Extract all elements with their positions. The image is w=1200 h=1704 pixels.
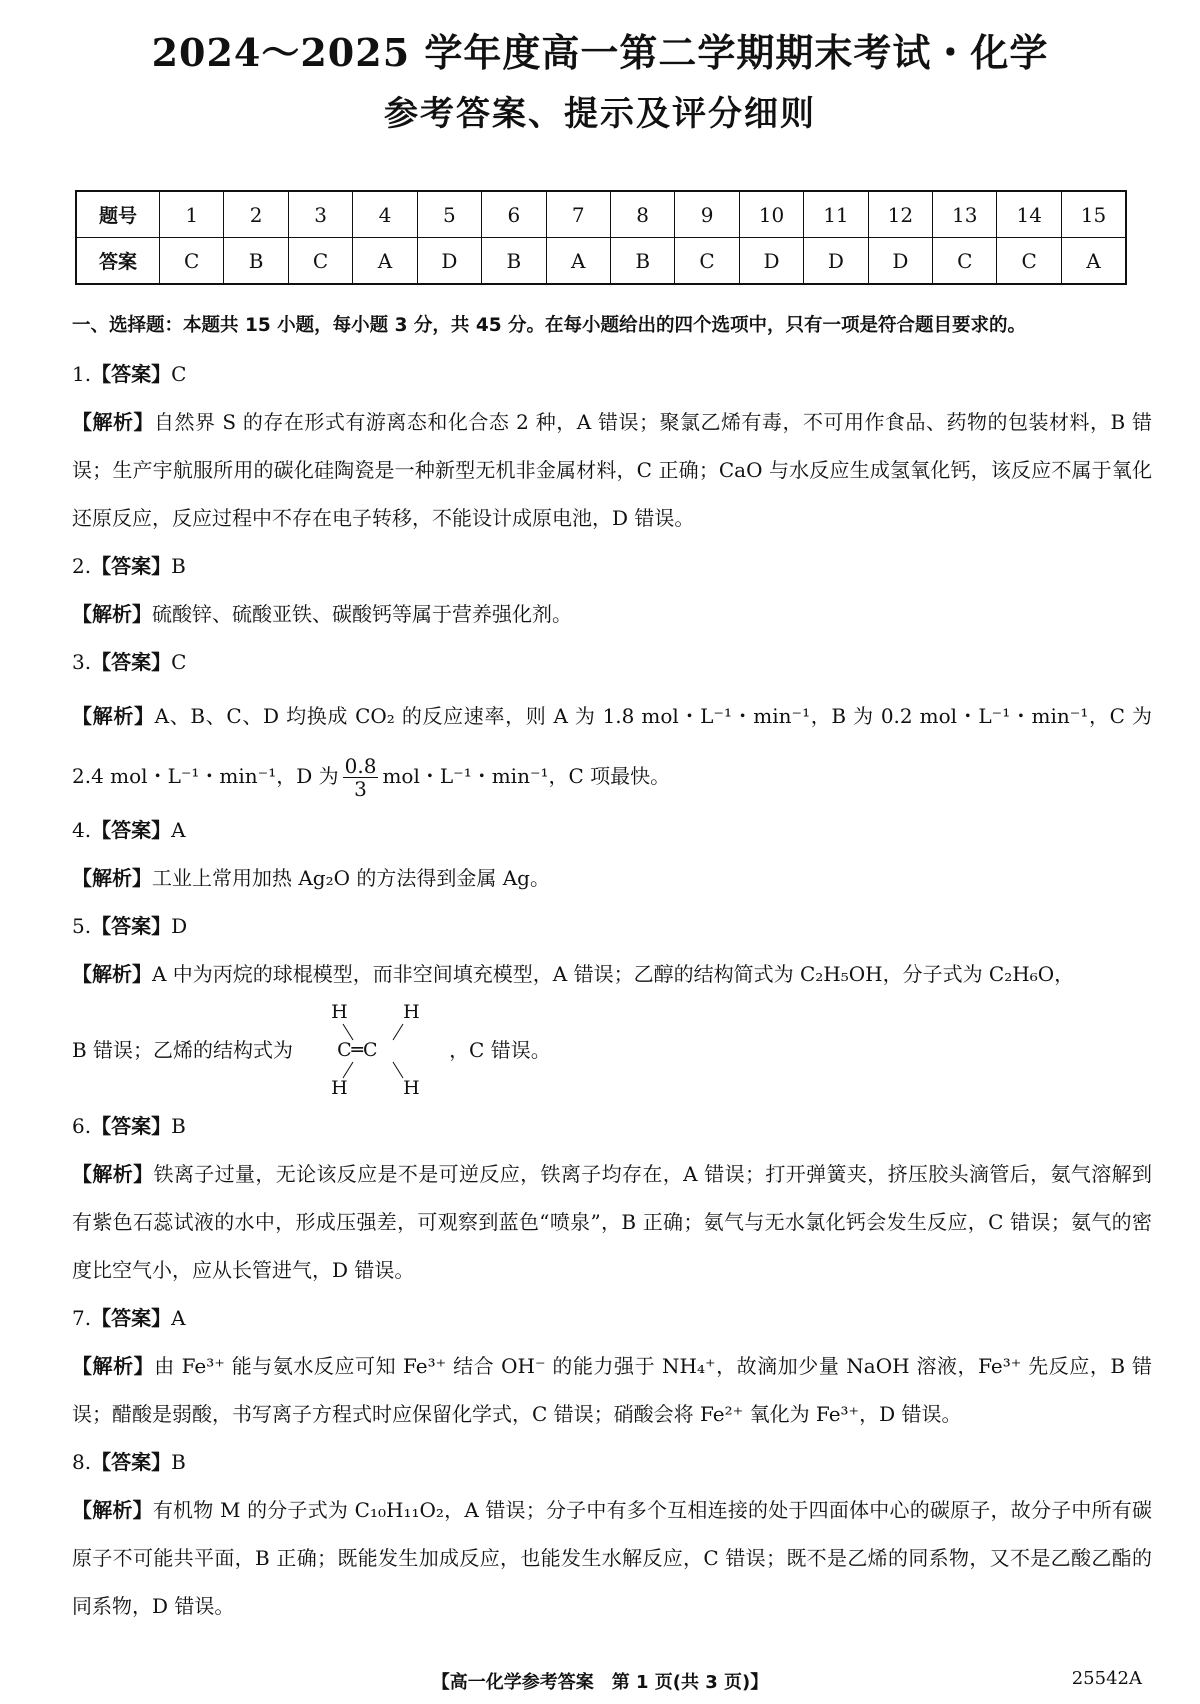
explanation-tag: 【解析】 (72, 410, 154, 434)
question-number-cell: 14 (997, 191, 1061, 238)
answer-tag: 【答案】 (91, 554, 172, 578)
answer-value: B (171, 554, 186, 578)
fraction-denominator: 3 (354, 777, 367, 801)
answer-cell: A (353, 238, 417, 285)
item-explanation (72, 398, 1152, 542)
explanation-tag: 【解析】 (72, 602, 152, 626)
answer-value: A (171, 818, 186, 842)
atom-h: H (331, 1001, 348, 1023)
explanation-text: 硫酸锌、硫酸亚铁、碳酸钙等属于营养强化剂。 (152, 602, 572, 626)
answer-value: C (171, 650, 187, 674)
explanation-text: 工业上常用加热 Ag₂O 的方法得到金属 Ag。 (152, 866, 550, 890)
item-answer (72, 806, 1152, 854)
answer-tag: 【答案】 (91, 914, 172, 938)
answer-tag: 【答案】 (91, 1450, 172, 1474)
atom-h: H (403, 1077, 420, 1099)
answer-cell: C (160, 238, 224, 285)
answer-tag: 【答案】 (91, 362, 172, 386)
answer-value: B (171, 1114, 186, 1138)
item-answer (72, 1102, 1152, 1150)
item-number: 6. (72, 1114, 92, 1138)
item-number: 5. (72, 914, 92, 938)
explanations (72, 302, 1152, 1630)
answer-cell: B (224, 238, 288, 285)
explanation-tag: 【解析】 (72, 1162, 154, 1186)
answer-value: D (171, 914, 188, 938)
fraction (343, 755, 379, 800)
atom-h: H (403, 1001, 420, 1023)
answer-value: C (171, 362, 187, 386)
question-number-cell: 6 (482, 191, 546, 238)
answer-cell: C (933, 238, 997, 285)
question-number-cell: 11 (804, 191, 868, 238)
item-answer (72, 350, 1152, 398)
page-title: 2024～2025 学年度高一第二学期期末考试・化学 (151, 30, 1049, 75)
footer-code: 25542A (1071, 1668, 1142, 1689)
answer-tag: 【答案】 (91, 1114, 172, 1138)
item-explanation (72, 1342, 1152, 1438)
question-number-cell: 15 (1061, 191, 1126, 238)
answer-tag: 【答案】 (91, 650, 172, 674)
answer-value: A (171, 1306, 186, 1330)
answer-cell: A (1061, 238, 1126, 285)
explanation-text: B 错误；乙烯的结构式为 (72, 1038, 294, 1062)
question-number-label: 题号 (76, 191, 160, 238)
item-explanation (72, 1150, 1152, 1294)
explanation-tag: 【解析】 (72, 866, 152, 890)
item-answer (72, 638, 1152, 686)
item-explanation (72, 686, 1152, 806)
item-answer (72, 902, 1152, 950)
explanation-text: 铁离子过量，无论该反应是不是可逆反应，铁离子均存在，A 错误；打开弹簧夹，挤压胶头滴管后，氨气溶解到有紫色石蕊试液的水中，形成压强差，可观察到蓝色“喷泉”，B 正确；氨气与无水氯化钙会发生反应，C 错误；氨气的密度比空气小，应从长管进气，D 错误。 (72, 1162, 1152, 1282)
answer-cell: D (739, 238, 803, 285)
explanation-text: A、B、C、D 均换成 CO₂ 的反应速率，则 A 为 1.8 mol・L⁻¹・min⁻¹，B 为 0.2 mol・L⁻¹・min⁻¹，C 为 2.4 mol・L⁻¹・min⁻¹，D 为 (72, 704, 1152, 788)
answer-row (76, 238, 1126, 285)
item-explanation (72, 1486, 1152, 1630)
explanation-text: ，C 错误。 (449, 1038, 551, 1062)
explanation-text: 有机物 M 的分子式为 C₁₀H₁₁O₂，A 错误；分子中有多个互相连接的处于四面体中心的碳原子，故分子中所有碳原子不可能共平面，B 正确；既能发生加成反应，也能发生水解反应，C 错误；既不是乙烯的同系物，又不是乙酸乙酯的同系物，D 错误。 (72, 1498, 1152, 1618)
question-number-cell: 1 (160, 191, 224, 238)
explanation-tag: 【解析】 (72, 1354, 155, 1378)
answer-table (75, 190, 1127, 285)
answer-cell: D (868, 238, 932, 285)
item-answer (72, 1438, 1152, 1486)
item-number: 3. (72, 650, 92, 674)
answer-value: B (171, 1450, 186, 1474)
item-answer (72, 542, 1152, 590)
double-bond: C═C (337, 1039, 378, 1061)
answer-cell: D (804, 238, 868, 285)
item-number: 8. (72, 1450, 92, 1474)
answer-tag: 【答案】 (91, 1306, 172, 1330)
section-header: 一、选择题：本题共 15 小题，每小题 3 分，共 45 分。在每小题给出的四个选项中，只有一项是符合题目要求的。 (72, 315, 1027, 336)
question-number-cell: 5 (417, 191, 481, 238)
question-number-cell: 13 (933, 191, 997, 238)
question-number-cell: 10 (739, 191, 803, 238)
item-number: 1. (72, 362, 92, 386)
answer-cell: B (482, 238, 546, 285)
answer-label: 答案 (76, 238, 160, 285)
question-number-cell: 12 (868, 191, 932, 238)
explanation-text: A 中为丙烷的球棍模型，而非空间填充模型，A 错误；乙醇的结构简式为 C₂H₅OH，分子式为 C₂H₆O， (152, 962, 1075, 986)
answer-cell: B (610, 238, 674, 285)
answer-cell: C (675, 238, 739, 285)
explanation-text: 由 Fe³⁺ 能与氨水反应可知 Fe³⁺ 结合 OH⁻ 的能力强于 NH₄⁺，故滴加少量 NaOH 溶液，Fe³⁺ 先反应，B 错误；醋酸是弱酸，书写离子方程式时应保留化学式，C 错误；硝酸会将 Fe²⁺ 氧化为 Fe³⁺，D 错误。 (72, 1354, 1152, 1426)
footer-page-info: 【高一化学参考答案 第 1 页(共 3 页)】 (431, 1672, 769, 1693)
item-number: 4. (72, 818, 92, 842)
bond-lines (303, 998, 443, 1102)
page-subtitle: 参考答案、提示及评分细则 (384, 94, 816, 134)
explanation-text: 自然界 S 的存在形式有游离态和化合态 2 种，A 错误；聚氯乙烯有毒，不可用作食品、药物的包装材料，B 错误；生产宇航服所用的碳化硅陶瓷是一种新型无机非金属材料，C 正确；CaO 与水反应生成氢氧化钙，该反应不属于氧化还原反应，反应过程中不存在电子转移，不能设计成原电池，D 错误。 (72, 410, 1152, 530)
question-number-cell: 8 (610, 191, 674, 238)
question-number-cell: 9 (675, 191, 739, 238)
item-answer (72, 1294, 1152, 1342)
question-number-cell: 7 (546, 191, 610, 238)
explanation-tag: 【解析】 (72, 1498, 153, 1522)
question-number-row (76, 191, 1126, 238)
question-number-cell: 2 (224, 191, 288, 238)
ethylene-structure (303, 998, 443, 1102)
explanation-tag: 【解析】 (72, 962, 152, 986)
answer-cell: C (288, 238, 352, 285)
explanation-text: mol・L⁻¹・min⁻¹，C 项最快。 (382, 764, 671, 788)
answer-cell: C (997, 238, 1061, 285)
ethylene-formula-line (72, 998, 1152, 1102)
explanation-tag: 【解析】 (72, 704, 155, 728)
answer-cell: A (546, 238, 610, 285)
atom-h: H (331, 1077, 348, 1099)
item-number: 7. (72, 1306, 92, 1330)
answer-tag: 【答案】 (91, 818, 172, 842)
answer-cell: D (417, 238, 481, 285)
question-number-cell: 4 (353, 191, 417, 238)
question-number-cell: 3 (288, 191, 352, 238)
fraction-numerator: 0.8 (344, 754, 377, 778)
item-explanation (72, 854, 1152, 902)
item-number: 2. (72, 554, 92, 578)
item-explanation (72, 950, 1152, 998)
item-explanation (72, 590, 1152, 638)
